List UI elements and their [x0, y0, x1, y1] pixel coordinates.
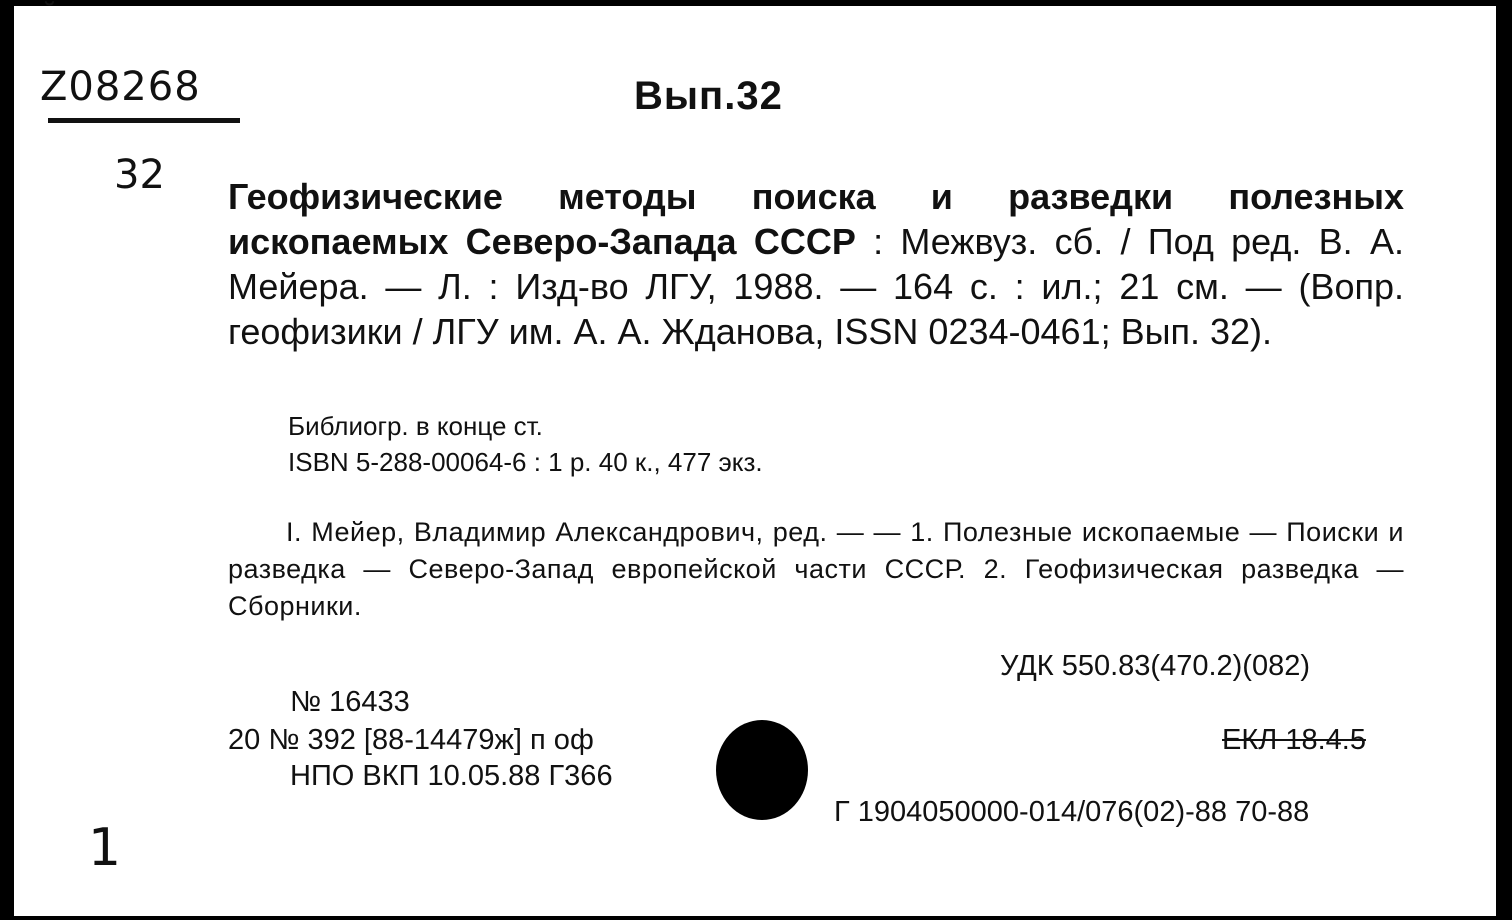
ekl-code: ЕКЛ 18.4.5 — [1222, 724, 1366, 756]
page-mark-handwritten: 1 — [88, 818, 122, 878]
classification-code: Г 1904050000-014/076(02)-88 70-88 — [834, 796, 1310, 828]
entry-description: : Межвуз. сб. / Под ред. В. А. Мейера. — Л. : Изд-во ЛГУ, 1988. — 164 с. : ил.; 21 см. — (Вопр. геофизики / ЛГУ им. А. А. Жданова, ISSN 0234-0461; Вып. 32). — [228, 221, 1404, 352]
notes — [288, 408, 763, 480]
issue-stamp: Вып.32 — [634, 74, 783, 118]
issue-number-handwritten: 32 — [114, 152, 165, 198]
call-number-mark: ˘ — [42, 0, 57, 33]
print-info-line-1: 20 № 392 [88-14479ж] п оф — [228, 724, 594, 756]
call-number-underline — [48, 118, 240, 123]
subject-headings: I. Мейер, Владимир Александрович, ред. — — 1. Полезные ископаемые — Поиски и разведка — Северо-Запад европейской части СССР. 2. Геофизическая разведка — Сборники. — [228, 517, 1404, 621]
call-number: Z08268 — [40, 64, 201, 110]
note-isbn: ISBN 5-288-00064-6 : 1 р. 40 к., 477 экз. — [288, 447, 763, 477]
print-info-line-2: НПО ВКП 10.05.88 Г366 — [290, 760, 613, 792]
bibliographic-entry — [228, 174, 1404, 354]
order-number: № 16433 — [290, 686, 410, 718]
entry-title: Геофизические методы поиска и разведки полезных ископаемых Северо-Запада СССР — [228, 176, 1404, 262]
catalog-card — [14, 0, 1496, 916]
note-bibliography: Библиогр. в конце ст. — [288, 411, 543, 441]
udk-code: УДК 550.83(470.2)(082) — [1000, 650, 1310, 682]
punch-hole — [716, 720, 808, 820]
